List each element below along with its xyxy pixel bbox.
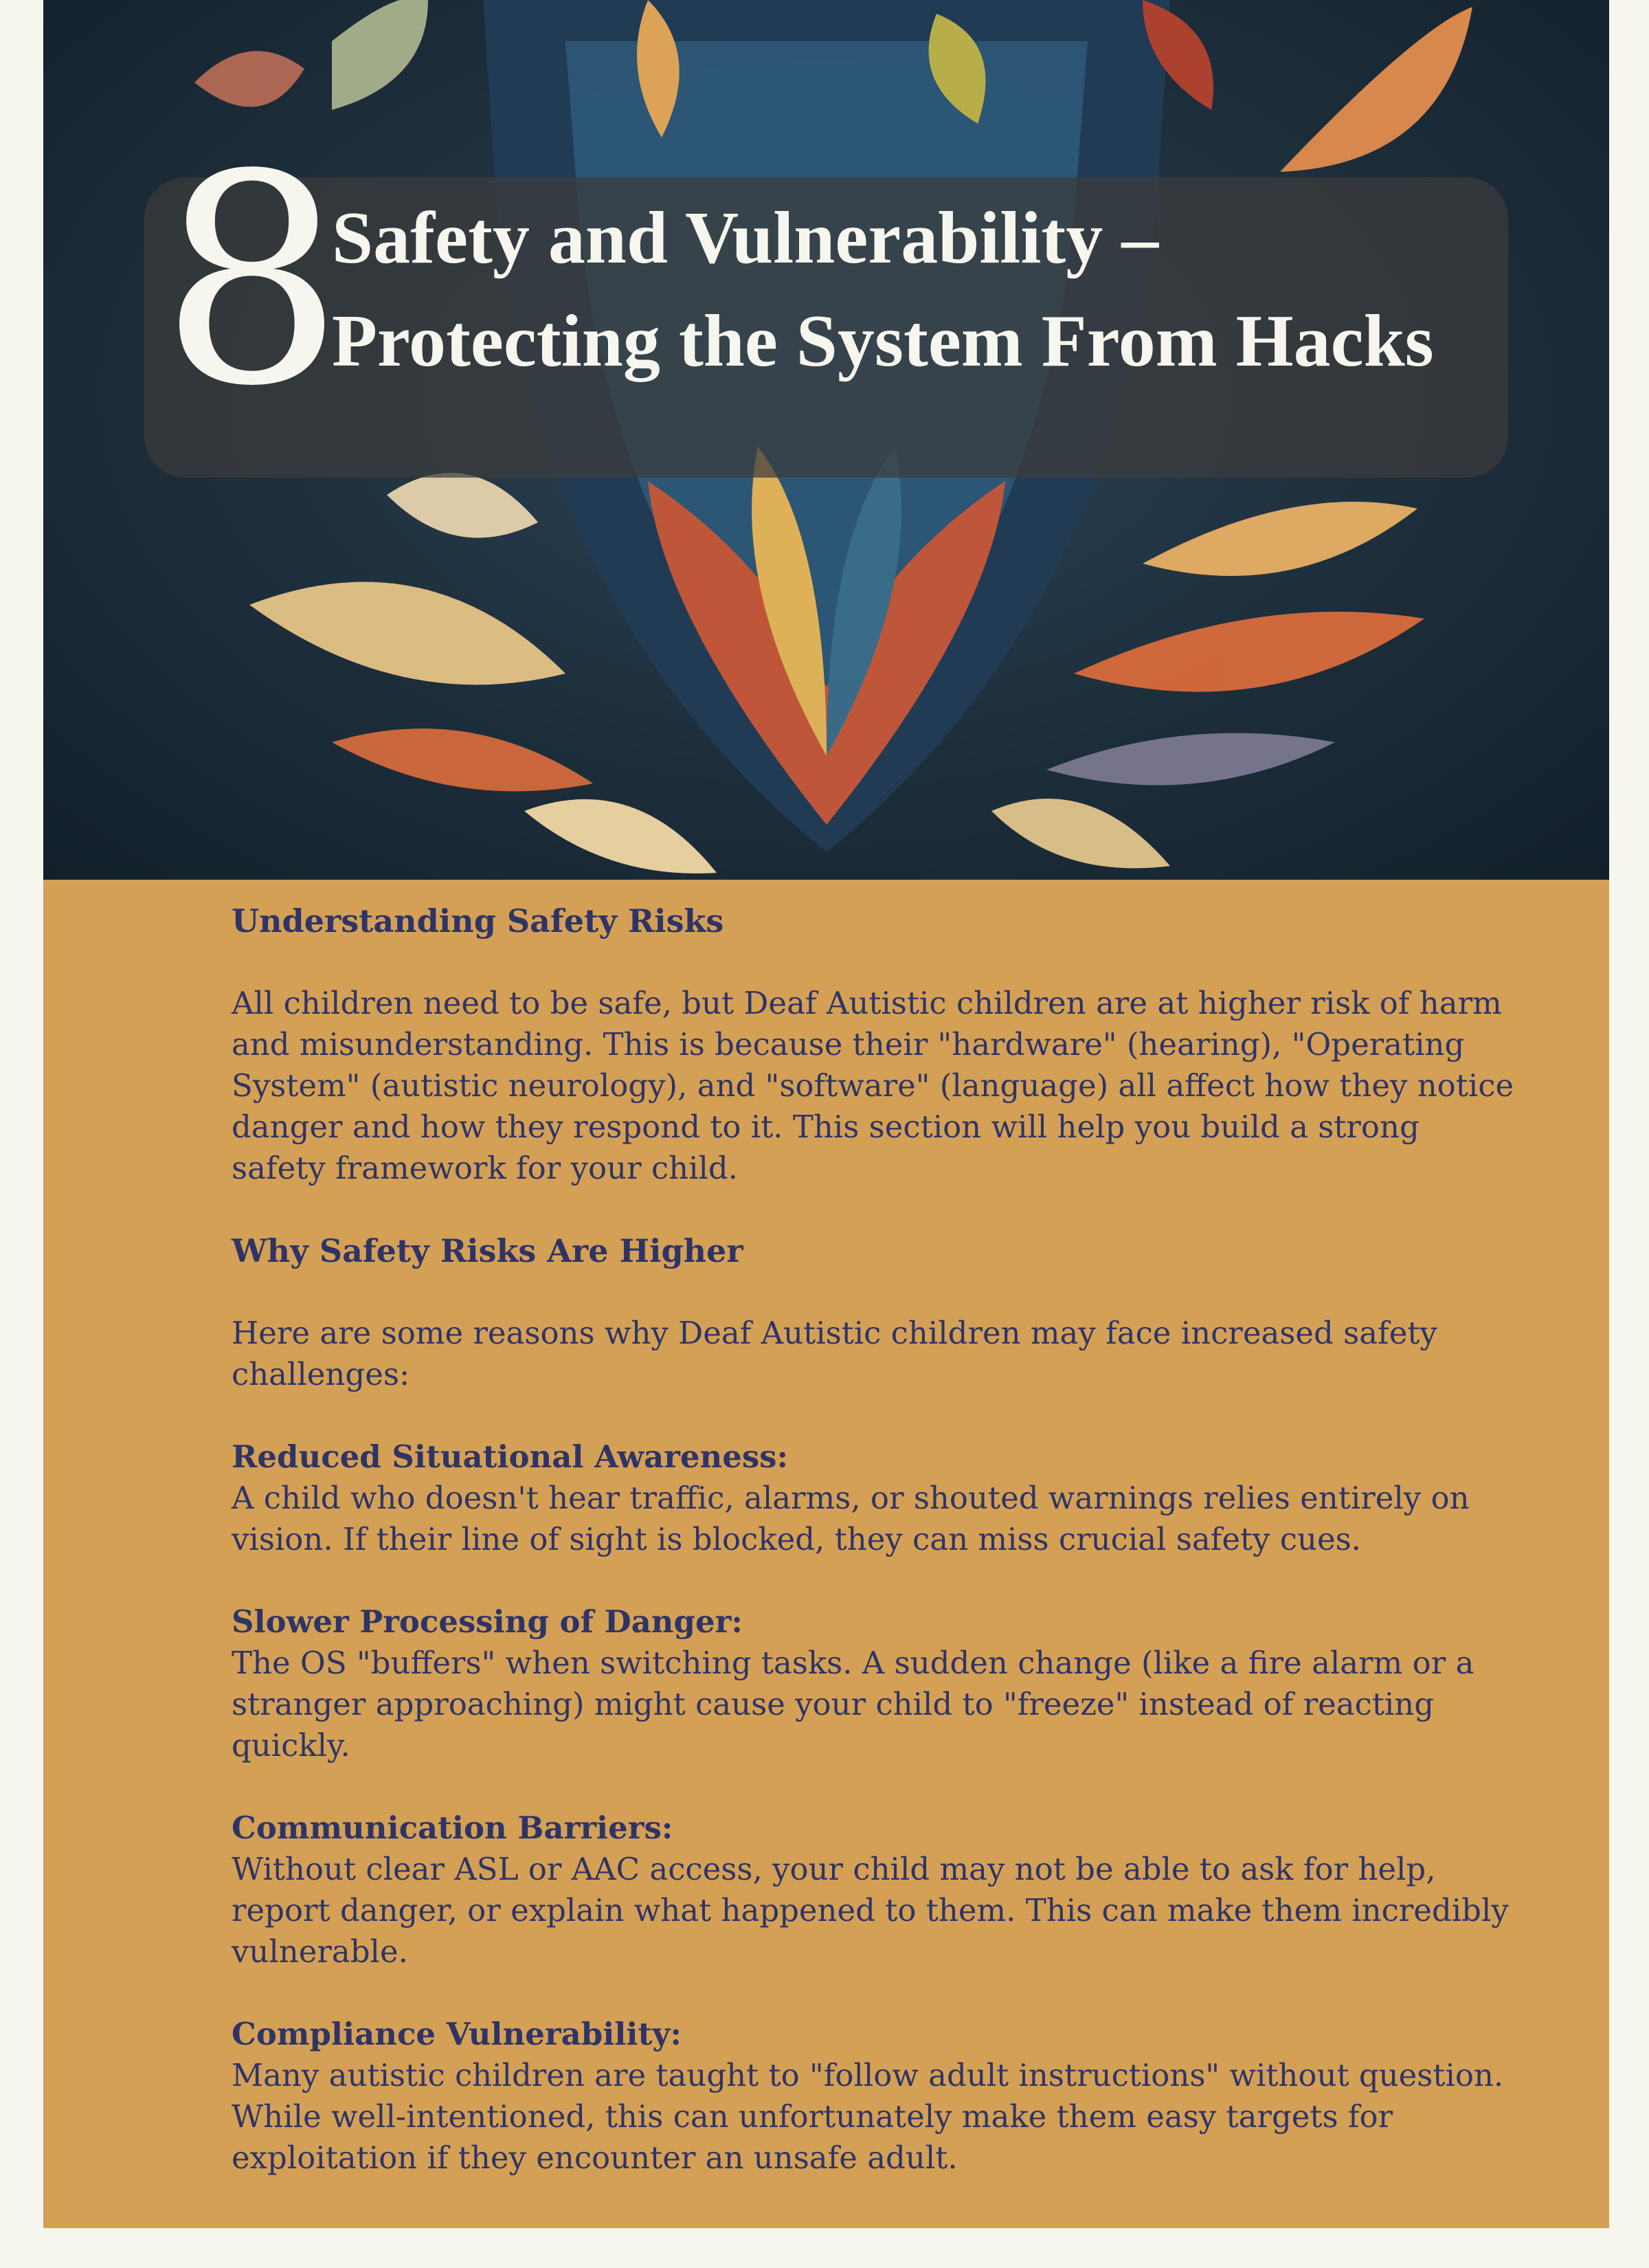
reason-text: A child who doesn't hear traffic, alarms, or shouted warnings relies entirely on vision. If their line of sight is blocked, they can miss crucial safety cues. bbox=[232, 1480, 1470, 1557]
section-heading-understanding: Understanding Safety Risks bbox=[232, 902, 724, 940]
reason-item bbox=[232, 1436, 1516, 1560]
reason-title: Reduced Situational Awareness: bbox=[232, 1438, 789, 1475]
chapter-title: Safety and Vulnerability – Protecting the System From Hacks bbox=[332, 197, 1434, 382]
reason-item bbox=[232, 2014, 1516, 2179]
section-heading-why: Why Safety Risks Are Higher bbox=[232, 1232, 743, 1269]
reason-title: Compliance Vulnerability: bbox=[232, 2016, 682, 2052]
reason-text: Many autistic children are taught to "follow adult instructions" without question. While well-intentioned, this can unfortunately make them easy targets for exploitation if they encounter an unsafe adult. bbox=[232, 2057, 1504, 2176]
chapter-number: 8 bbox=[160, 113, 344, 449]
reason-text: The OS "buffers" when switching tasks. A sudden change (like a fire alarm or a stranger approaching) might cause your child to "freeze" instead of reacting quickly. bbox=[232, 1645, 1474, 1764]
hero-illustration bbox=[43, 0, 1609, 880]
reason-text: Without clear ASL or AAC access, your child may not be able to ask for help, report danger, or explain what happened to them. This can make them incredibly vulnerable. bbox=[232, 1851, 1509, 1970]
reason-title: Communication Barriers: bbox=[232, 1810, 673, 1846]
reason-item bbox=[232, 1601, 1516, 1766]
chapter-body bbox=[232, 900, 1516, 2220]
chapter-card bbox=[43, 0, 1609, 2228]
reasons-intro: Here are some reasons why Deaf Autistic children may face increased safety challenges: bbox=[232, 1315, 1437, 1392]
reason-title: Slower Processing of Danger: bbox=[232, 1603, 743, 1640]
intro-paragraph: All children need to be safe, but Deaf Autistic children are at higher risk of harm and misunderstanding. This is because their "hardware" (hearing), "Operating System" (autistic neurology), and "software" (language) all affect how they notice danger and how they respond to it. This section will help you build a strong safety framework for your child. bbox=[232, 985, 1514, 1186]
reason-item bbox=[232, 1808, 1516, 1972]
